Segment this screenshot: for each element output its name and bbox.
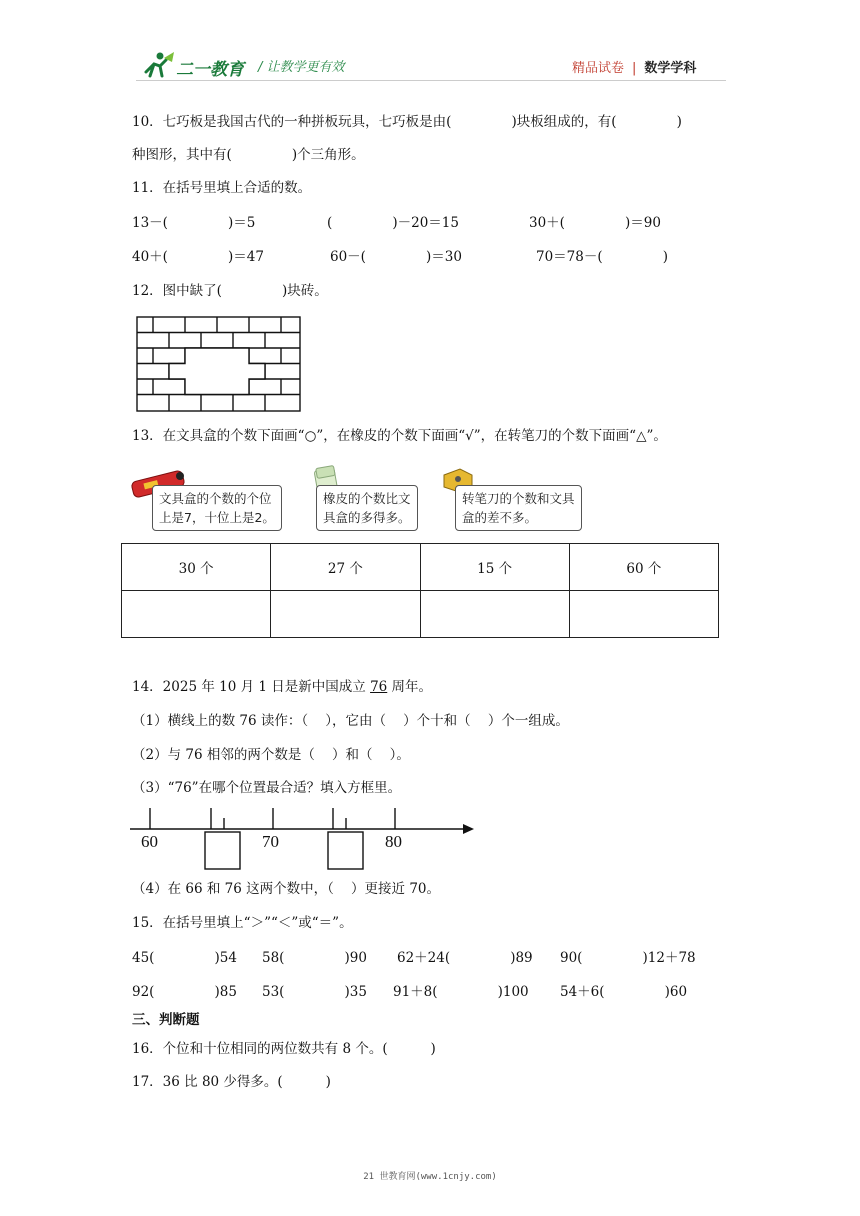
header-separator: | <box>632 61 637 76</box>
q14-sub3: （3）“76”在哪个位置最合适？填入方框里。 <box>132 780 402 796</box>
q12-title: 12．图中缺了( )块砖。 <box>132 283 328 299</box>
brand-name: 二一教育 <box>176 60 244 80</box>
numberline-label-80: 80 <box>385 832 402 851</box>
table-header-15: 15 个 <box>420 544 569 591</box>
brand-slogan: / 让教学更有效 <box>258 60 345 75</box>
table-header-27: 27 个 <box>271 544 420 591</box>
numberline-label-60: 60 <box>141 832 158 851</box>
q10-line1: 10．七巧板是我国古代的一种拼板玩具，七巧板是由( )块板组成的，有( ) <box>132 114 682 130</box>
q14-title-pre: 14．2025 年 10 月 1 日是新中国成立 <box>132 679 371 695</box>
q14-title-number: 76 <box>370 679 388 695</box>
q14-sub1: （1）横线上的数 76 读作：（ ），它由（ ）个十和（ ）个一组成。 <box>132 713 569 729</box>
q15-r1c2: 58( )90 <box>262 950 367 966</box>
eraser-bubble: 橡皮的个数比文 具盒的多得多。 <box>316 485 418 531</box>
q10-line2: 种图形，其中有( )个三角形。 <box>132 147 365 163</box>
table-header-60: 60 个 <box>569 544 718 591</box>
table-header-30: 30 个 <box>122 544 271 591</box>
q11-r1c3: 30＋( )＝90 <box>529 215 661 231</box>
q15-r1c3: 62＋24( )89 <box>397 950 533 966</box>
header-divider <box>136 80 726 81</box>
page-footer: 21 世教育网(www.1cnjy.com) <box>363 1172 497 1182</box>
logo-icon <box>138 50 178 80</box>
q14-sub4: （4）在 66 和 76 这两个数中，（ ）更接近 70。 <box>132 881 440 897</box>
q13-title: 13．在文具盒的个数下面画“○”，在橡皮的个数下面画“√”，在转笔刀的个数下面画“△”。 <box>132 428 667 444</box>
answer-cell-15[interactable] <box>420 591 569 638</box>
header-label-right: 数学学科 <box>644 61 697 76</box>
q14-title <box>132 678 432 696</box>
sharpener-bubble: 转笔刀的个数和文具 盒的差不多。 <box>455 485 582 531</box>
q15-r1c1: 45( )54 <box>132 950 237 966</box>
q11-r1c2: ( )－20＝15 <box>327 215 459 231</box>
number-line <box>128 804 478 874</box>
numberline-label-70: 70 <box>262 832 279 851</box>
q15-r2c3: 91＋8( )100 <box>393 984 529 1000</box>
q13-answer-table <box>121 543 719 638</box>
q15-r2c4: 54＋6( )60 <box>560 984 688 1000</box>
q15-r2c1: 92( )85 <box>132 984 237 1000</box>
q15-title: 15．在括号里填上“＞”“＜”或“＝”。 <box>132 915 353 931</box>
header-labels <box>572 57 696 76</box>
q11-r2c2: 60－( )＝30 <box>330 249 462 265</box>
q17: 17．36 比 80 少得多。( ) <box>132 1074 331 1090</box>
brick-wall-figure <box>136 316 302 412</box>
q11-r2c3: 70＝78－( ) <box>536 249 668 265</box>
header-label-left: 精品试卷 <box>572 61 625 76</box>
q14-sub2: （2）与 76 相邻的两个数是（ ）和（ ）。 <box>132 747 410 763</box>
q15-r1c4: 90( )12＋78 <box>560 950 696 966</box>
answer-cell-27[interactable] <box>271 591 420 638</box>
answer-cell-30[interactable] <box>122 591 271 638</box>
answer-box-1 <box>205 832 240 869</box>
q16: 16．个位和十位相同的两位数共有 8 个。( ) <box>132 1041 436 1057</box>
q11-r1c1: 13－( )＝5 <box>132 215 256 231</box>
q14-title-post: 周年。 <box>387 679 433 695</box>
q11-r2c1: 40＋( )＝47 <box>132 249 264 265</box>
answer-cell-60[interactable] <box>569 591 718 638</box>
q11-title: 11．在括号里填上合适的数。 <box>132 180 312 196</box>
pencil-case-bubble: 文具盒的个数的个位 上是7，十位上是2。 <box>152 485 282 531</box>
section-heading: 三、判断题 <box>132 1012 200 1028</box>
answer-box-2 <box>328 832 363 869</box>
q15-r2c2: 53( )35 <box>262 984 367 1000</box>
